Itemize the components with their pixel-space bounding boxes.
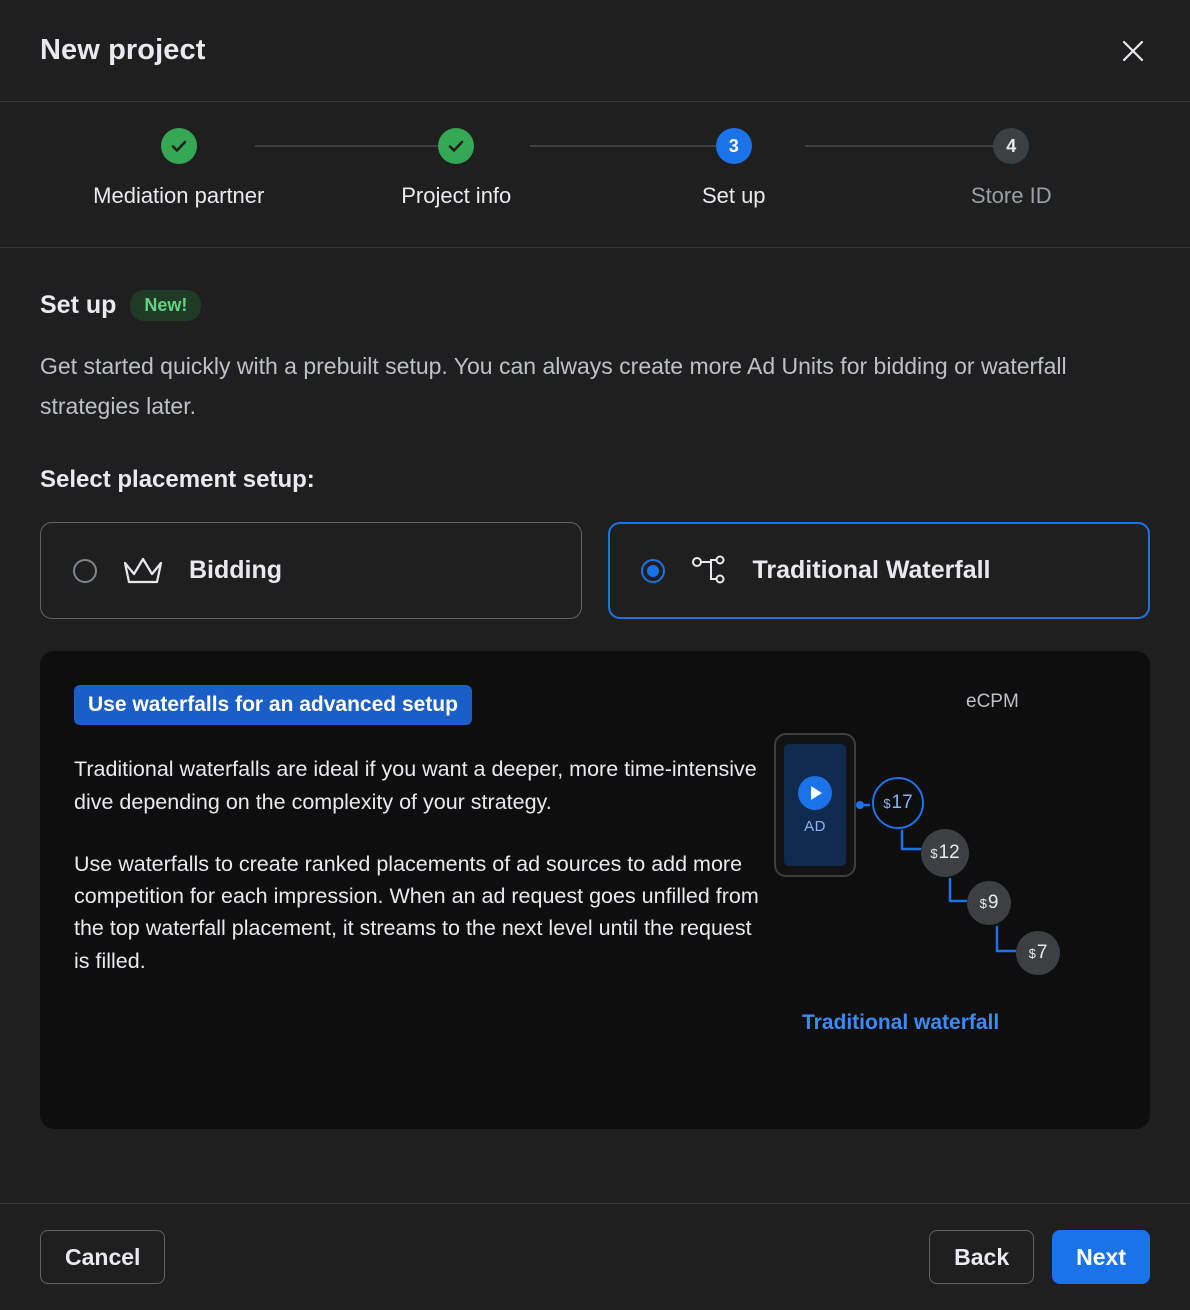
back-button[interactable]: Back [929,1230,1034,1284]
step-mediation-partner[interactable] [40,102,318,247]
currency-symbol: $ [930,845,938,861]
option-bidding[interactable] [40,522,582,619]
dialog-header [0,0,1190,102]
option-label: Traditional Waterfall [752,556,991,585]
close-icon[interactable] [1110,28,1156,74]
ecpm-node-1 [872,777,924,829]
waterfall-diagram [774,685,1116,1095]
diagram-caption-link[interactable]: Traditional waterfall [802,1011,1000,1035]
section-heading [40,290,1150,321]
section-description: Get started quickly with a prebuilt setup. You can always create more Ad Units for bidding or waterfall strategies later. [40,353,1067,419]
play-icon [798,776,832,810]
phone-ad-label: AD [804,817,826,835]
step-label: Project info [401,183,512,208]
node-value: 9 [987,892,999,914]
ecpm-node-2 [921,829,969,877]
radio-traditional-waterfall[interactable] [641,559,665,583]
placement-options [40,522,1150,619]
node-value: 12 [938,842,960,864]
ecpm-node-3 [967,881,1011,925]
currency-symbol: $ [1028,945,1036,961]
info-text-column [74,685,764,1095]
dialog-title: New project [40,34,206,66]
info-paragraph-2: Use waterfalls to create ranked placements of ad sources to add more competition for each impression. When an ad request goes unfilled from the top waterfall placement, it streams to the next level until the request is filled. [74,851,759,973]
node-value: 17 [891,792,913,814]
dialog-body [0,248,1190,1203]
step-label: Set up [701,183,766,208]
node-value: 7 [1036,942,1048,964]
waterfall-nodes-icon [689,553,729,589]
step-marker-icon [438,128,474,164]
currency-symbol: $ [979,895,987,911]
currency-symbol: $ [883,795,891,811]
phone-mock [774,733,856,877]
cancel-button[interactable]: Cancel [40,1230,165,1284]
info-paragraph-1: Traditional waterfalls are ideal if you want a deeper, more time-intensive dive depending on the complexity of your strategy. [74,757,757,814]
status-badge: New! [130,290,201,321]
step-connector [255,145,453,147]
info-pill: Use waterfalls for an advanced setup [74,685,472,725]
page-title: Set up [40,291,117,320]
option-traditional-waterfall[interactable] [608,522,1151,619]
select-placement-label: Select placement setup: [40,466,315,494]
dialog-footer [0,1203,1190,1310]
crown-icon [121,554,165,588]
step-marker: 4 [993,128,1029,164]
step-project-info[interactable] [318,102,596,247]
ecpm-node-4 [1016,931,1060,975]
step-set-up[interactable] [595,102,873,247]
radio-bidding[interactable] [73,559,97,583]
step-store-id[interactable] [873,102,1151,247]
option-label: Bidding [189,556,283,585]
step-connector [805,145,1003,147]
step-label: Mediation partner [93,183,265,208]
step-marker-icon [161,128,197,164]
step-marker: 3 [716,128,752,164]
progress-stepper [0,102,1190,248]
next-button[interactable]: Next [1052,1230,1150,1284]
step-label: Store ID [970,183,1052,208]
step-connector [530,145,728,147]
info-panel [40,651,1150,1129]
ecpm-label: eCPM [966,691,1019,713]
